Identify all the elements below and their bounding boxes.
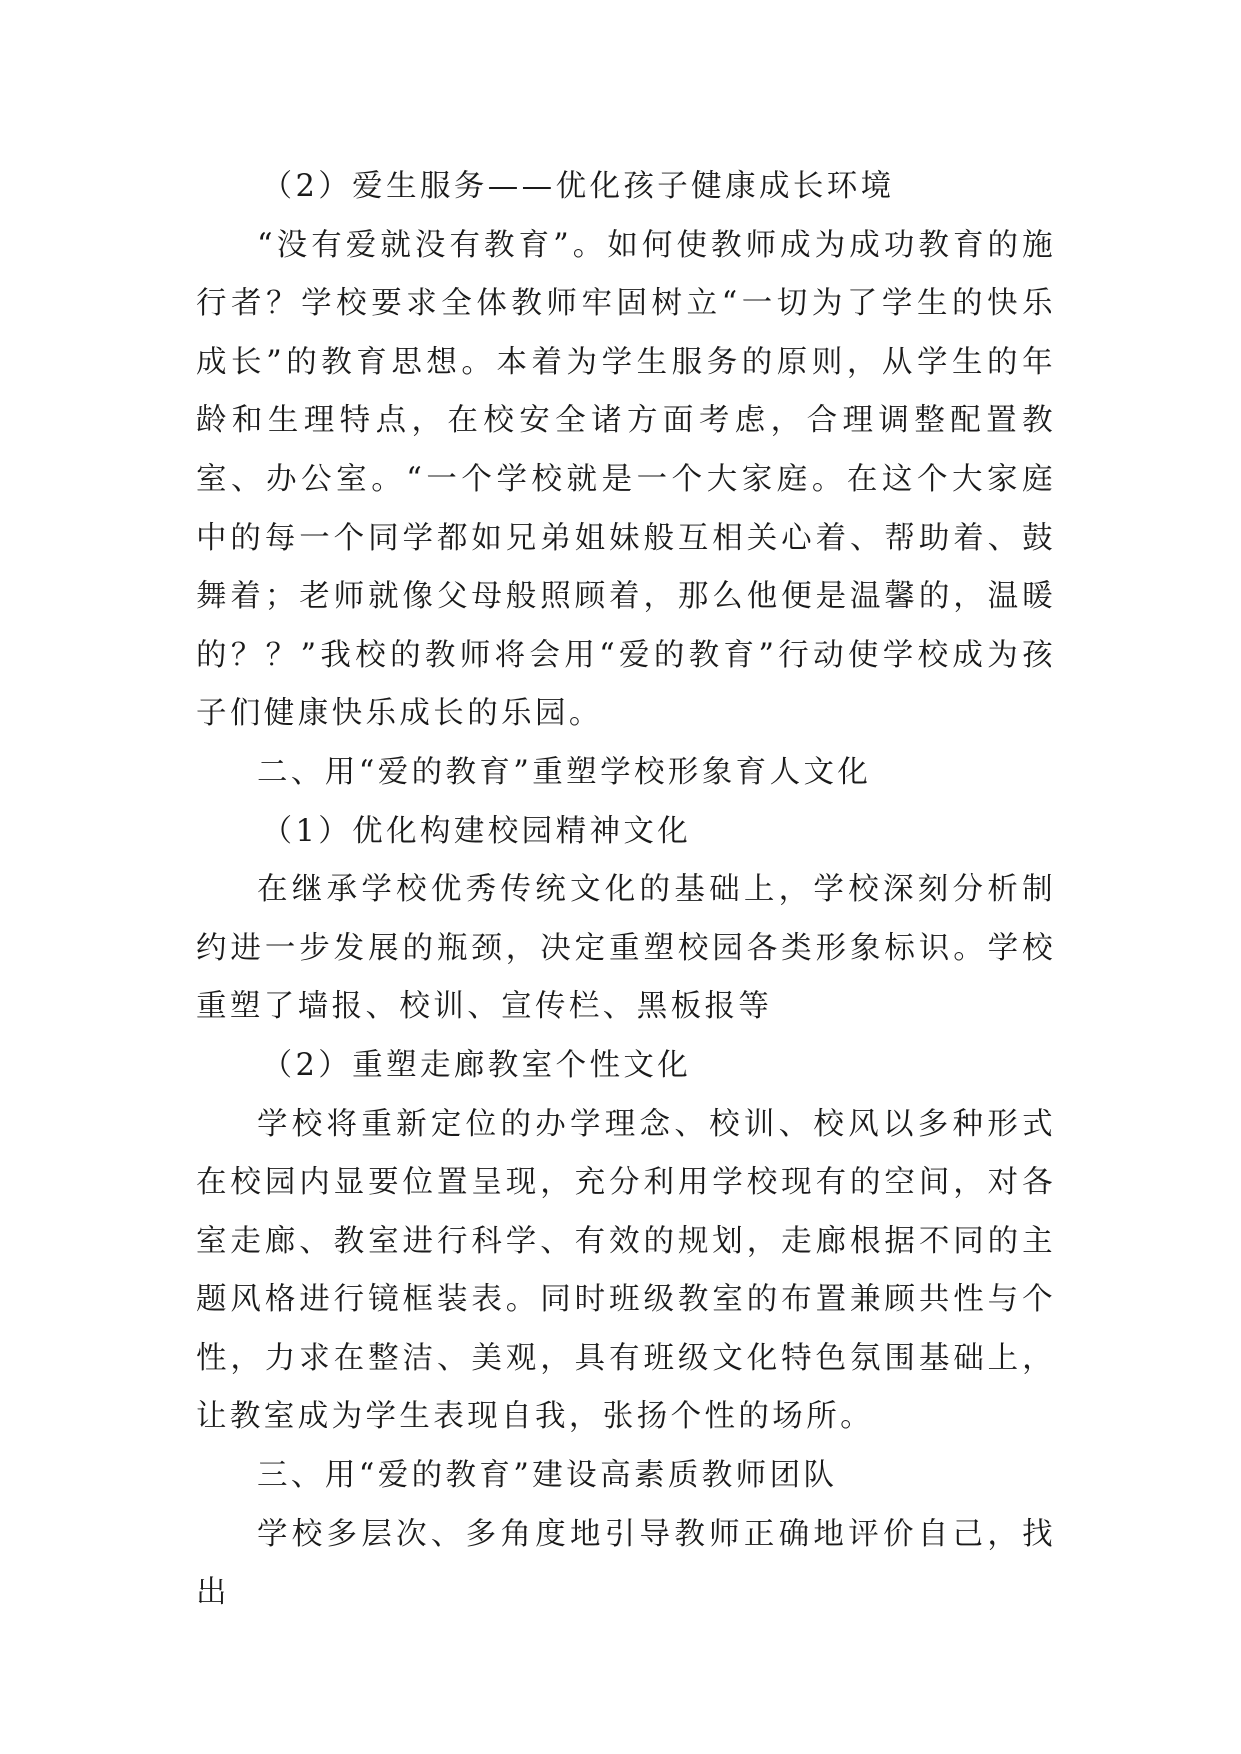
body-paragraph: “没有爱就没有教育”。如何使教师成为成功教育的施行者？学校要求全体教师牢固树立“一切为了学生的快乐成长”的教育思想。本着为学生服务的原则，从学生的年龄和生理特点，在校安全诸方面考虑，合理调整配置教室、办公室。“一个学校就是一个大家庭。在这个大家庭中的每一个同学都如兄弟姐妹般互相关心着、帮助着、鼓舞着；老师就像父母般照顾着，那么他便是温馨的，温暖的？？”我校的教师将会用“爱的教育”行动使学校成为孩子们健康快乐成长的乐园。: [196, 227, 1056, 732]
section-heading: （2）爱生服务——优化孩子健康成长环境: [261, 169, 895, 204]
body-paragraph: 学校将重新定位的办学理念、校训、校风以多种形式在校园内显要位置呈现，充分利用学校现有的空间，对各室走廊、教室进行科学、有效的规划，走廊根据不同的主题风格进行镜框装表。同时班级教室的布置兼顾共性与个性，力求在整洁、美观，具有班级文化特色氛围基础上，让教室成为学生表现自我，张扬个性的场所。: [196, 1106, 1056, 1435]
document-body: [196, 158, 1056, 1623]
section-heading: 三、用“爱的教育”建设高素质教师团队: [257, 1458, 838, 1494]
section-heading: 二、用“爱的教育”重塑学校形象育人文化: [257, 754, 872, 790]
body-paragraph: 在继承学校优秀传统文化的基础上，学校深刻分析制约进一步发展的瓶颈，决定重塑校园各类形象标识。学校重塑了墙报、校训、宣传栏、黑板报等: [196, 872, 1056, 1025]
body-paragraph: 学校多层次、多角度地引导教师正确地评价自己，找出: [196, 1516, 1056, 1611]
section-heading: （2）重塑走廊教室个性文化: [261, 1047, 692, 1083]
section-heading: （1）优化构建校园精神文化: [261, 813, 692, 849]
